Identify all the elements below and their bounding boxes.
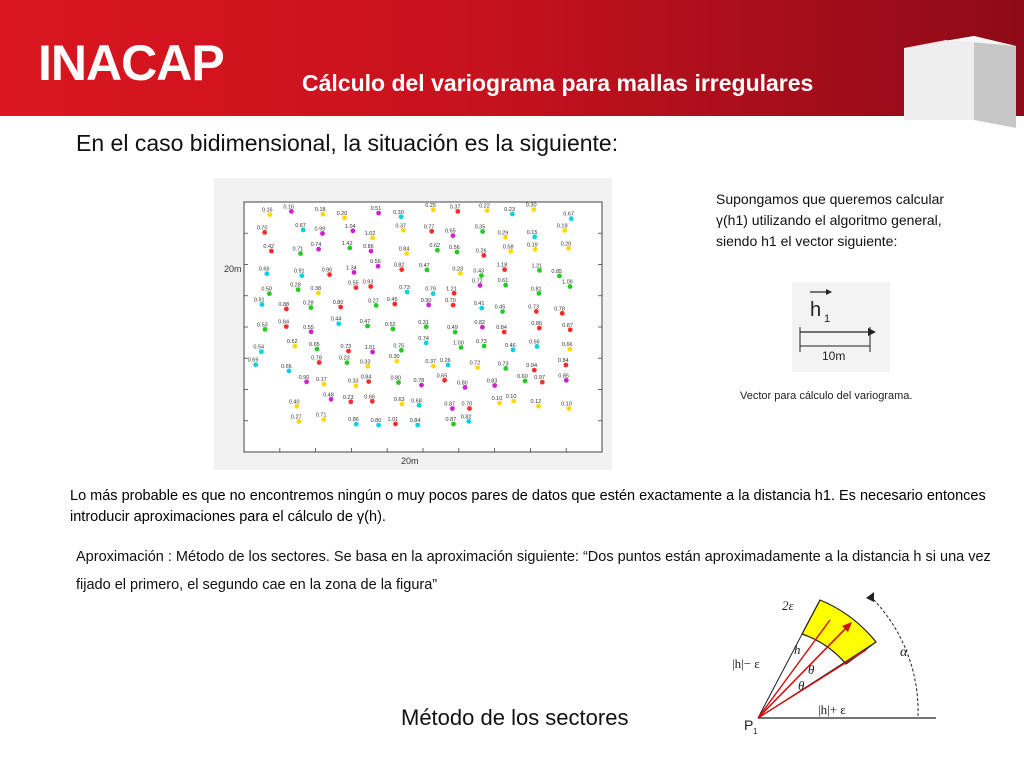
- sample-value-label: 0.83: [486, 378, 498, 385]
- x-axis-label: 20m: [401, 456, 419, 466]
- sample-value-label: 0.52: [286, 339, 298, 346]
- slide-heading: En el caso bidimensional, la situación es la siguiente:: [76, 130, 619, 156]
- sample-locations-plot: [214, 178, 612, 470]
- sample-value-label: 0.37: [425, 359, 437, 366]
- sample-value-label: 0.85: [558, 373, 570, 380]
- sample-value-label: 0.84: [360, 374, 372, 381]
- sample-value-label: 0.62: [429, 243, 441, 250]
- header-banner: [0, 0, 1024, 116]
- sample-value-label: 0.31: [418, 319, 429, 326]
- slide-title: Cálculo del variograma para mallas irregulares: [302, 70, 814, 96]
- sample-value-label: 0.73: [528, 304, 540, 311]
- sample-value-label: 0.84: [496, 325, 507, 331]
- theta-lower-label: θ: [798, 678, 805, 693]
- sample-value-label: 0.80: [332, 300, 344, 306]
- sample-value-label: 0.55: [348, 280, 359, 287]
- sample-value-label: 0.55: [303, 324, 314, 331]
- sample-value-label: 0.66: [561, 342, 573, 349]
- sample-value-label: 0.20: [336, 210, 348, 217]
- sample-value-label: 0.80: [370, 418, 382, 425]
- alpha-label: α: [900, 645, 908, 660]
- sample-value-label: 0.84: [278, 319, 290, 326]
- sample-value-label: 0.23: [452, 266, 464, 273]
- sample-value-label: 0.27: [290, 414, 302, 421]
- paragraph-approximation-need: Lo más probable es que no encontremos ningún o muy pocos pares de datos que estén exactamente a la distancia h1. Es necesario entonces introducir aproximaciones para el cálculo de γ(h).: [70, 488, 986, 525]
- sample-value-label: 0.20: [560, 241, 572, 248]
- sample-value-label: 0.63: [393, 396, 405, 403]
- sample-value-label: 0.37: [395, 223, 407, 230]
- h-label: h: [794, 642, 801, 657]
- sample-value-label: 0.23: [504, 206, 516, 213]
- sample-value-label: 0.74: [418, 335, 429, 342]
- sample-value-label: 1.21: [531, 263, 543, 270]
- sample-value-label: 0.29: [497, 230, 509, 237]
- sample-value-label: 0.84: [398, 246, 410, 253]
- sample-value-label: 0.91: [293, 268, 305, 275]
- sample-value-label: 0.10: [505, 394, 517, 401]
- vector-caption: Vector para cálculo del variograma.: [740, 390, 913, 402]
- sample-value-label: 0.52: [384, 322, 396, 328]
- sample-value-label: 0.94: [526, 363, 538, 370]
- sample-value-label: 0.16: [283, 204, 295, 211]
- vector-subscript: 1: [824, 313, 831, 325]
- sample-value-label: 0.82: [393, 262, 405, 269]
- sample-value-label: 1.00: [453, 340, 464, 347]
- sample-value-label: 0.90: [420, 297, 432, 304]
- sample-value-label: 0.67: [563, 211, 575, 218]
- sample-value-label: 1.02: [364, 230, 376, 237]
- sample-value-label: 0.73: [497, 361, 509, 368]
- sample-value-label: 0.26: [440, 357, 451, 364]
- sample-value-label: 0.23: [339, 355, 350, 362]
- sample-value-label: 1.01: [387, 416, 399, 423]
- sample-value-label: 0.42: [263, 244, 275, 250]
- vector-h1-figure: [792, 282, 890, 372]
- sample-value-label: 0.65: [309, 342, 320, 348]
- sample-value-label: 0.84: [409, 418, 421, 425]
- sample-value-label: 0.65: [436, 373, 448, 380]
- sample-value-label: 0.87: [562, 322, 573, 329]
- sample-value-label: 0.41: [473, 301, 485, 308]
- sample-value-label: 0.27: [368, 298, 379, 305]
- sample-value-label: 0.68: [411, 398, 422, 405]
- sample-value-label: 0.71: [315, 412, 327, 419]
- sample-value-label: 0.51: [370, 206, 382, 213]
- sample-value-label: 0.73: [476, 338, 487, 345]
- sample-value-label: 0.33: [359, 359, 371, 366]
- sample-value-label: 0.90: [321, 267, 333, 274]
- sample-value-label: 0.23: [342, 394, 354, 401]
- sample-value-label: 0.17: [316, 377, 327, 384]
- sample-value-label: 0.81: [530, 286, 542, 293]
- sample-value-label: 0.72: [472, 278, 483, 285]
- side-explanation: Supongamos que queremos calcular γ(h1) utilizando el algoritmo general, siendo h1 el vector siguiente:: [716, 191, 945, 249]
- sample-value-label: 0.85: [551, 268, 563, 275]
- sample-value-label: 0.90: [298, 374, 310, 381]
- y-axis-label: 20m: [224, 264, 242, 274]
- sample-value-label: 0.45: [386, 297, 398, 303]
- sample-value-label: 0.15: [526, 229, 538, 236]
- p1-label: P: [744, 717, 754, 733]
- sample-value-label: 0.61: [497, 278, 509, 285]
- sample-value-label: 0.25: [425, 202, 436, 209]
- two-epsilon-label: 2ε: [782, 598, 794, 613]
- method-caption: Método de los sectores: [401, 705, 629, 730]
- sample-value-label: 1.42: [341, 240, 353, 247]
- sector-method-figure: [706, 578, 956, 764]
- sample-value-label: 0.66: [364, 394, 376, 401]
- sample-value-label: 0.38: [310, 285, 322, 292]
- sample-value-label: 0.73: [340, 344, 352, 351]
- sample-value-label: 0.28: [290, 282, 301, 289]
- sample-value-label: 0.10: [561, 401, 572, 408]
- vector-label: h: [810, 299, 822, 321]
- sample-value-label: 0.86: [531, 321, 543, 327]
- sample-value-label: 0.86: [348, 417, 359, 424]
- sample-value-label: 0.78: [311, 355, 322, 362]
- sample-value-label: 0.65: [445, 228, 456, 235]
- sample-value-label: 0.33: [347, 378, 359, 385]
- sample-value-label: 0.47: [419, 262, 430, 269]
- sample-value-label: 0.80: [457, 380, 468, 387]
- sample-value-label: 1.21: [446, 286, 457, 293]
- sample-value-label: 0.67: [295, 222, 306, 229]
- sample-value-label: 0.78: [413, 378, 425, 385]
- sample-value-label: 0.45: [494, 304, 506, 311]
- sample-value-label: 0.30: [525, 202, 537, 209]
- sample-value-label: 0.19: [556, 223, 568, 230]
- sample-value-label: 0.35: [474, 224, 486, 231]
- sample-value-label: 0.12: [530, 399, 542, 406]
- sample-value-label: 0.56: [449, 245, 460, 251]
- paragraph-sector-method: Aproximación : Método de los sectores. Se basa en la aproximación siguiente: “Dos puntos están aproximadamente a la distancia h si una vez fijado el primero, el segundo cae en la zona de la figura”: [76, 549, 991, 593]
- sample-value-label: 0.88: [278, 301, 290, 308]
- sample-value-label: 0.75: [393, 343, 405, 350]
- sample-value-label: 0.73: [399, 285, 410, 291]
- sample-value-label: 0.82: [474, 320, 486, 327]
- sample-value-label: 0.78: [554, 306, 565, 313]
- theta-upper-label: θ: [808, 662, 815, 677]
- sample-value-label: 0.58: [502, 244, 514, 251]
- sample-value-label: 0.22: [479, 203, 490, 210]
- sample-value-label: 0.77: [423, 224, 435, 231]
- sample-value-label: 0.26: [475, 248, 487, 255]
- sample-value-label: 0.70: [461, 401, 473, 408]
- sample-value-label: 0.47: [359, 319, 371, 325]
- sample-value-label: 0.74: [310, 242, 322, 249]
- sample-value-label: 0.30: [393, 209, 404, 216]
- sample-value-label: 0.91: [253, 297, 265, 304]
- sample-value-label: 0.66: [258, 266, 270, 273]
- vector-length: 10m: [822, 349, 846, 363]
- sample-value-label: 0.69: [247, 357, 259, 364]
- sample-value-label: 1.01: [364, 344, 376, 351]
- sample-value-label: 0.82: [460, 414, 472, 421]
- inacap-logo: INACAP: [38, 35, 224, 91]
- sample-value-label: 0.16: [261, 207, 273, 214]
- sample-value-label: 0.40: [288, 399, 300, 406]
- sample-value-label: 0.46: [505, 342, 516, 349]
- sample-value-label: 0.79: [425, 286, 436, 293]
- sample-value-label: 0.60: [517, 374, 528, 380]
- sample-value-label: 0.19: [527, 242, 538, 249]
- p1-subscript: 1: [753, 727, 758, 736]
- sample-value-label: 0.86: [363, 244, 374, 251]
- sample-value-label: 0.56: [370, 259, 381, 266]
- sample-value-label: 0.72: [469, 360, 481, 367]
- sample-value-label: 0.87: [444, 401, 456, 408]
- h-minus-eps-label: |h|− ε: [732, 656, 760, 671]
- sample-value-label: 0.93: [362, 279, 374, 286]
- sample-value-label: 0.49: [447, 325, 458, 332]
- sample-value-label: 0.50: [261, 286, 273, 293]
- sample-value-label: 0.70: [445, 298, 456, 305]
- sample-value-label: 0.53: [257, 322, 268, 329]
- sample-value-label: 0.10: [491, 396, 503, 403]
- sample-value-label: 0.54: [253, 344, 265, 351]
- sample-value-label: 1.18: [496, 262, 508, 269]
- sample-value-label: 0.44: [330, 316, 342, 323]
- sample-value-label: 1.04: [344, 223, 356, 230]
- sample-value-label: 1.09: [562, 279, 573, 286]
- sample-value-label: 0.30: [388, 354, 400, 361]
- sample-value-label: 0.84: [557, 358, 569, 364]
- sample-value-label: 0.99: [314, 226, 326, 233]
- sample-value-label: 0.97: [534, 375, 546, 382]
- sample-value-label: 0.48: [323, 392, 334, 399]
- sample-value-label: 0.80: [390, 375, 402, 382]
- sample-value-label: 0.87: [445, 417, 457, 424]
- sample-value-label: 0.37: [449, 204, 461, 211]
- sample-value-label: 0.66: [281, 363, 292, 370]
- sample-value-label: 0.70: [256, 225, 268, 232]
- sample-value-label: 0.28: [302, 300, 314, 307]
- sample-value-label: 0.66: [529, 339, 540, 346]
- sample-value-label: 0.71: [292, 246, 304, 253]
- cube-graphic: [894, 28, 1024, 128]
- sample-value-label: 0.18: [314, 207, 326, 214]
- h-plus-eps-label: |h|+ ε: [818, 702, 846, 717]
- sample-value-label: 1.34: [346, 265, 357, 272]
- sample-value-label: 0.43: [473, 268, 485, 275]
